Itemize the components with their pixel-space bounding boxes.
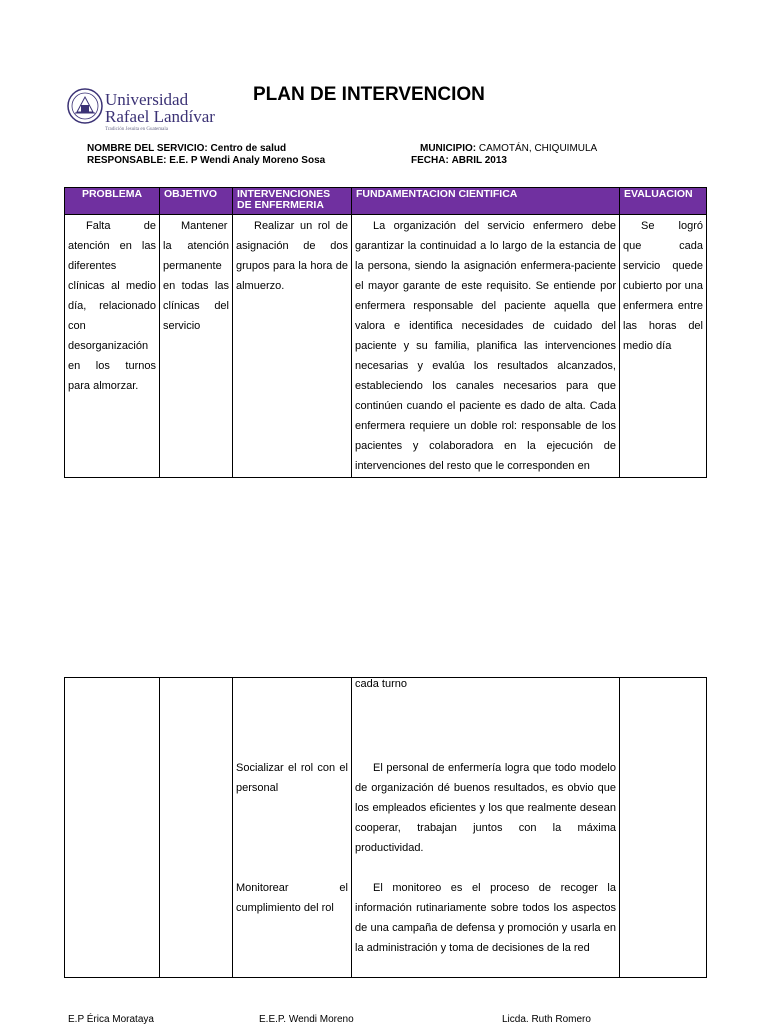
intervencion-2-text: Socializar el rol con el personal [236, 762, 348, 794]
responsible-label: RESPONSABLE: [87, 155, 167, 166]
cell-objetivo-cont [160, 678, 233, 978]
signature-3: Licda. Ruth Romero [502, 1014, 591, 1025]
fundamentacion-3-text: El monitoreo es el proceso de recoger la información rutinariamente sobre todos los aspectos de una campaña de defensa y promoción y usarla en la administración y toma de decisiones de la red [355, 882, 616, 954]
evaluacion-text: Se logró que cada servicio quede cubierto por una enfermera entre las horas del medio día [623, 220, 703, 352]
service-line [87, 143, 286, 155]
table-header-row [65, 188, 707, 215]
cell-evaluacion [620, 215, 707, 478]
municipio-value: CAMOTÁN, CHIQUIMULA [478, 143, 598, 154]
intervention-table [64, 187, 707, 478]
logo-line-2: Rafael Landívar [105, 107, 215, 126]
fecha-label: FECHA: [411, 155, 449, 166]
fecha-value: ABRIL 2013 [451, 155, 507, 166]
intervencion-text: Realizar un rol de asignación de dos grupos para la hora de almuerzo. [236, 220, 348, 292]
responsible-value: E.E. P Wendi Analy Moreno Sosa [169, 155, 326, 166]
university-seal-icon [67, 88, 103, 124]
fundamentacion-text: La organización del servicio enfermero debe garantizar la continuidad a lo largo de la estancia de la persona, siendo la asignación enfermera-paciente el mayor garante de este requisito. Se entiende por enfermera responsable del paciente aquella que valora e identifica necesidades de cuidado del paciente y su familia, planifica las intervenciones necesarias y evalúa los resultados alcanzados, estableciendo los canales necesarios para que continúen cuando el paciente es dado de alta. Cada enfermera requiere un doble rol: responsable de los pacientes y colaboradora en la ejecución de intervenciones del resto que le corresponden en [355, 220, 616, 472]
cell-intervencion [233, 215, 352, 478]
cell-fundamentacion [352, 215, 620, 478]
fundamentacion-2-text: El personal de enfermería logra que todo modelo de organización dé buenos resultados, es obvio que los empleados eficientes y los que realmente desean cooperar, trabajan juntos con la máxima productividad. [355, 762, 616, 854]
university-logo [67, 86, 215, 134]
signature-2: E.E.P. Wendi Moreno [259, 1014, 354, 1025]
cell-problema [65, 215, 160, 478]
column-header-evaluacion: EVALUACION [620, 188, 707, 215]
column-header-objetivo: OBJETIVO [160, 188, 233, 215]
responsible-line [87, 155, 325, 167]
column-header-fundamentacion: FUNDAMENTACION CIENTIFICA [352, 188, 620, 215]
column-header-problema: PROBLEMA [65, 188, 160, 215]
signature-1: E.P Érica Morataya [68, 1014, 154, 1025]
objetivo-text: Mantener la atención permanente en todas las clínicas del servicio [163, 220, 229, 332]
cell-intervencion-cont [233, 678, 352, 978]
table-row [65, 215, 707, 478]
municipio-label: MUNICIPIO: [420, 143, 477, 154]
logo-tagline: Tradición Jesuita en Guatemala [105, 127, 168, 132]
column-header-intervenciones: INTERVENCIONES DE ENFERMERIA [233, 188, 352, 215]
service-value: Centro de salud [210, 143, 287, 154]
cell-evaluacion-cont [620, 678, 707, 978]
cell-fundamentacion-cont [352, 678, 620, 978]
continuation-table [64, 677, 707, 978]
municipio-line [420, 143, 597, 155]
problema-text: Falta de atención en las diferentes clínicas al medio día, relacionado con desorganización en los turnos para almorzar. [68, 220, 156, 392]
cell-objetivo [160, 215, 233, 478]
intervencion-3-text: Monitorear el cumplimiento del rol [236, 882, 348, 914]
logo-line-1: Universidad [105, 90, 189, 109]
table-row [65, 678, 707, 978]
page-title: PLAN DE INTERVENCION [253, 84, 485, 105]
service-label: NOMBRE DEL SERVICIO: [87, 143, 208, 154]
fundamentacion-cont-text: cada turno [355, 678, 407, 690]
cell-problema-cont [65, 678, 160, 978]
fecha-line [411, 155, 507, 167]
